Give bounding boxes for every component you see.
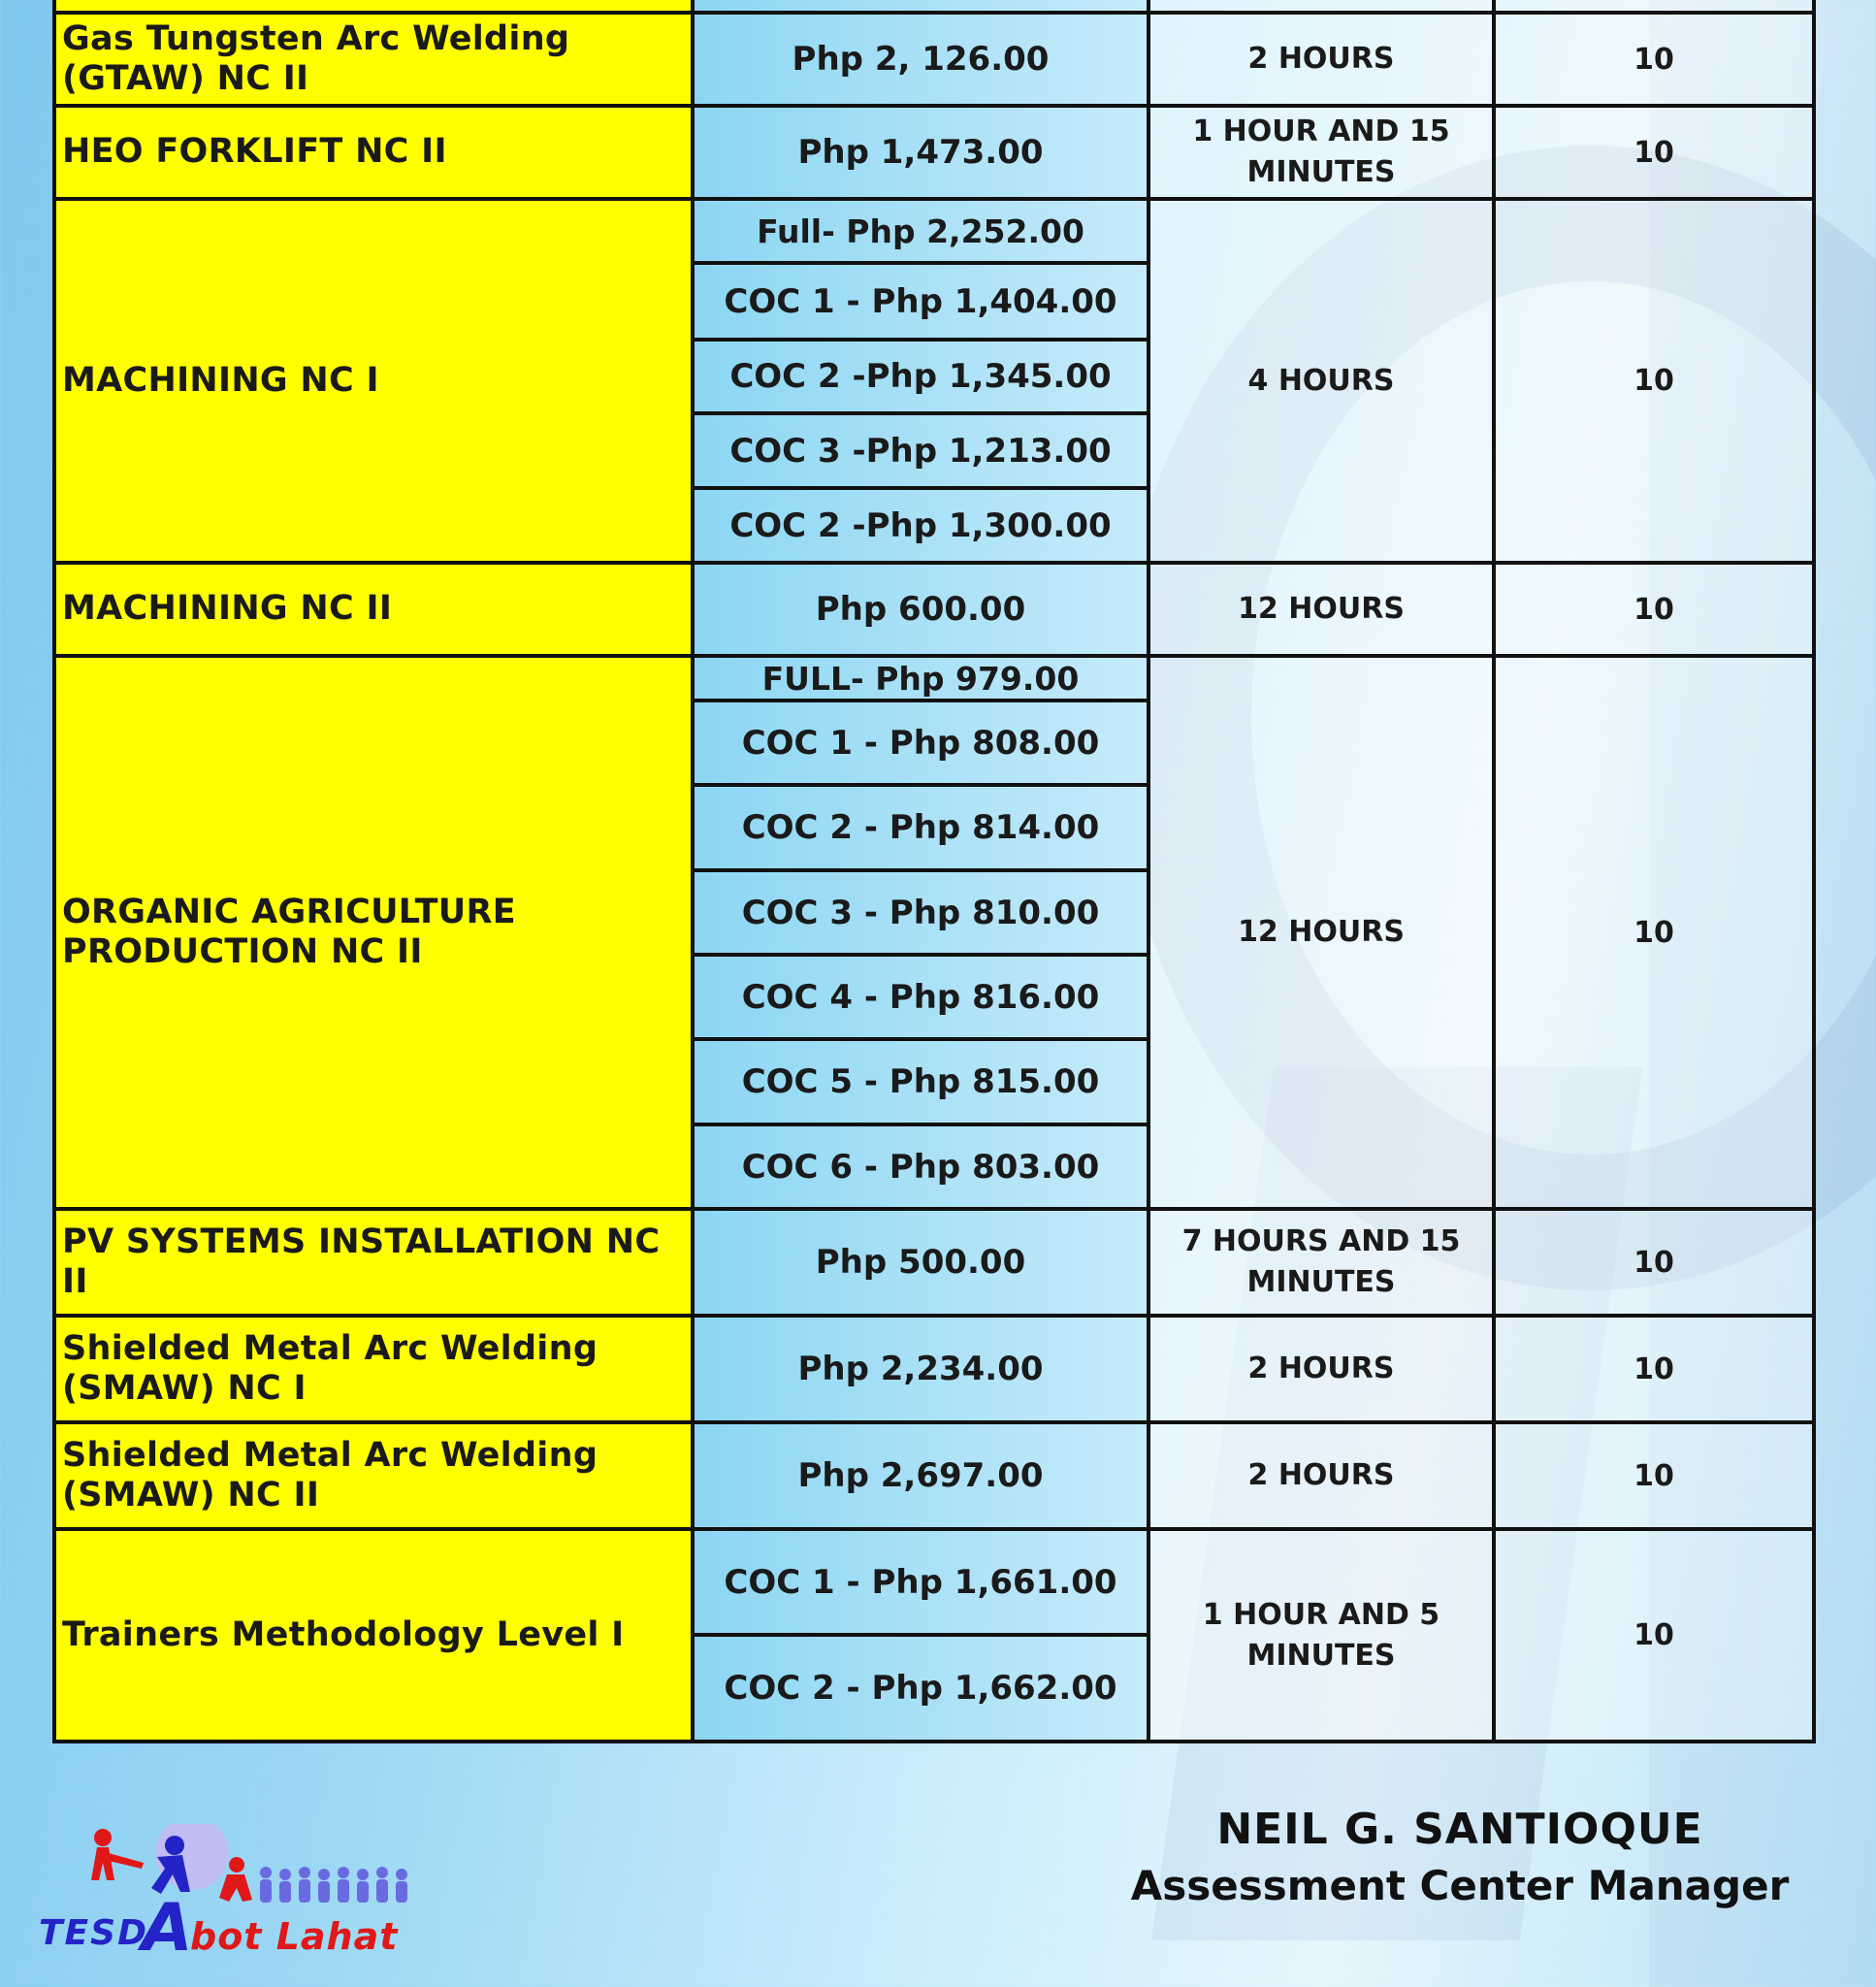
qualification-cell: Shielded Metal Arc Welding (SMAW) NC I <box>54 1316 693 1422</box>
logo-text-abot-lahat: bot Lahat <box>190 1915 399 1958</box>
signatory-name: NEIL G. SANTIOQUE <box>1216 1805 1703 1854</box>
fee-cell-coc: COC 6 - Php 803.00 <box>693 1124 1148 1209</box>
table-row <box>54 199 1814 263</box>
duration-cell: 1 HOUR AND 5 MINUTES <box>1148 1529 1494 1742</box>
qualification-cell: PV SYSTEMS INSTALLATION NC II <box>54 1209 693 1316</box>
fee-cell <box>693 0 1148 13</box>
table-row <box>54 563 1814 656</box>
fee-cell: Php 2,234.00 <box>693 1316 1148 1422</box>
qualification-cell: Gas Tungsten Arc Welding (GTAW) NC II <box>54 13 693 106</box>
duration-cell: 2 HOURS <box>1148 1422 1494 1529</box>
qualification-cell: MACHINING NC II <box>54 563 693 656</box>
assessment-fees-table <box>52 0 1816 1743</box>
duration-cell: 4 HOURS <box>1148 199 1494 563</box>
table-row <box>54 1316 1814 1422</box>
duration-cell: 1 HOUR AND 15 MINUTES <box>1148 106 1494 199</box>
signatory-title: Assessment Center Manager <box>1130 1862 1790 1909</box>
fee-cell: Php 1,473.00 <box>693 106 1148 199</box>
qualification-cell: Shielded Metal Arc Welding (SMAW) NC II <box>54 1422 693 1529</box>
table-row <box>54 13 1814 106</box>
fee-cell-coc: COC 3 - Php 810.00 <box>693 870 1148 955</box>
table-row <box>54 656 1814 700</box>
fee-cell-coc: COC 2 -Php 1,300.00 <box>693 488 1148 563</box>
slots-cell <box>1494 0 1814 13</box>
fee-cell-coc: COC 2 -Php 1,345.00 <box>693 340 1148 413</box>
fee-cell: Php 2,697.00 <box>693 1422 1148 1529</box>
slots-cell: 10 <box>1494 1422 1814 1529</box>
fee-cell-coc: COC 2 - Php 814.00 <box>693 785 1148 870</box>
slots-cell: 10 <box>1494 106 1814 199</box>
qualification-cell: ORGANIC AGRICULTURE PRODUCTION NC II <box>54 656 693 1209</box>
table-row <box>54 106 1814 199</box>
slots-cell: 10 <box>1494 199 1814 563</box>
table-row <box>54 1209 1814 1316</box>
table-row <box>54 1422 1814 1529</box>
logo-text-a: A <box>142 1890 193 1967</box>
fee-cell-coc: COC 1 - Php 808.00 <box>693 700 1148 785</box>
duration-cell: 12 HOURS <box>1148 563 1494 656</box>
duration-cell: 7 HOURS AND 15 MINUTES <box>1148 1209 1494 1316</box>
fee-cell-full: Full- Php 2,252.00 <box>693 199 1148 263</box>
tesda-abot-lahat-logo <box>37 1824 425 1970</box>
qualification-cell <box>54 0 693 13</box>
slots-cell: 10 <box>1494 1316 1814 1422</box>
fee-cell: Php 600.00 <box>693 563 1148 656</box>
slots-cell: 10 <box>1494 656 1814 1209</box>
fee-cell-coc: COC 1 - Php 1,404.00 <box>693 263 1148 340</box>
table-row <box>54 0 1814 13</box>
slots-cell: 10 <box>1494 1209 1814 1316</box>
fee-cell-coc: COC 3 -Php 1,213.00 <box>693 413 1148 488</box>
duration-cell: 2 HOURS <box>1148 1316 1494 1422</box>
table-row <box>54 1529 1814 1635</box>
fee-cell-full: FULL- Php 979.00 <box>693 656 1148 700</box>
fee-cell-coc: COC 1 - Php 1,661.00 <box>693 1529 1148 1635</box>
fee-cell: Php 2, 126.00 <box>693 13 1148 106</box>
signatory-block <box>1096 1805 1824 1909</box>
slots-cell: 10 <box>1494 13 1814 106</box>
duration-cell <box>1148 0 1494 13</box>
qualification-cell: HEO FORKLIFT NC II <box>54 106 693 199</box>
duration-cell: 2 HOURS <box>1148 13 1494 106</box>
fee-cell: Php 500.00 <box>693 1209 1148 1316</box>
fee-cell-coc: COC 2 - Php 1,662.00 <box>693 1635 1148 1742</box>
duration-cell: 12 HOURS <box>1148 656 1494 1209</box>
slots-cell: 10 <box>1494 563 1814 656</box>
fee-cell-coc: COC 4 - Php 816.00 <box>693 955 1148 1039</box>
logo-text-tesd: TESD <box>39 1913 148 1953</box>
slots-cell: 10 <box>1494 1529 1814 1742</box>
qualification-cell: MACHINING NC I <box>54 199 693 563</box>
qualification-cell: Trainers Methodology Level I <box>54 1529 693 1742</box>
fee-cell-coc: COC 5 - Php 815.00 <box>693 1039 1148 1124</box>
